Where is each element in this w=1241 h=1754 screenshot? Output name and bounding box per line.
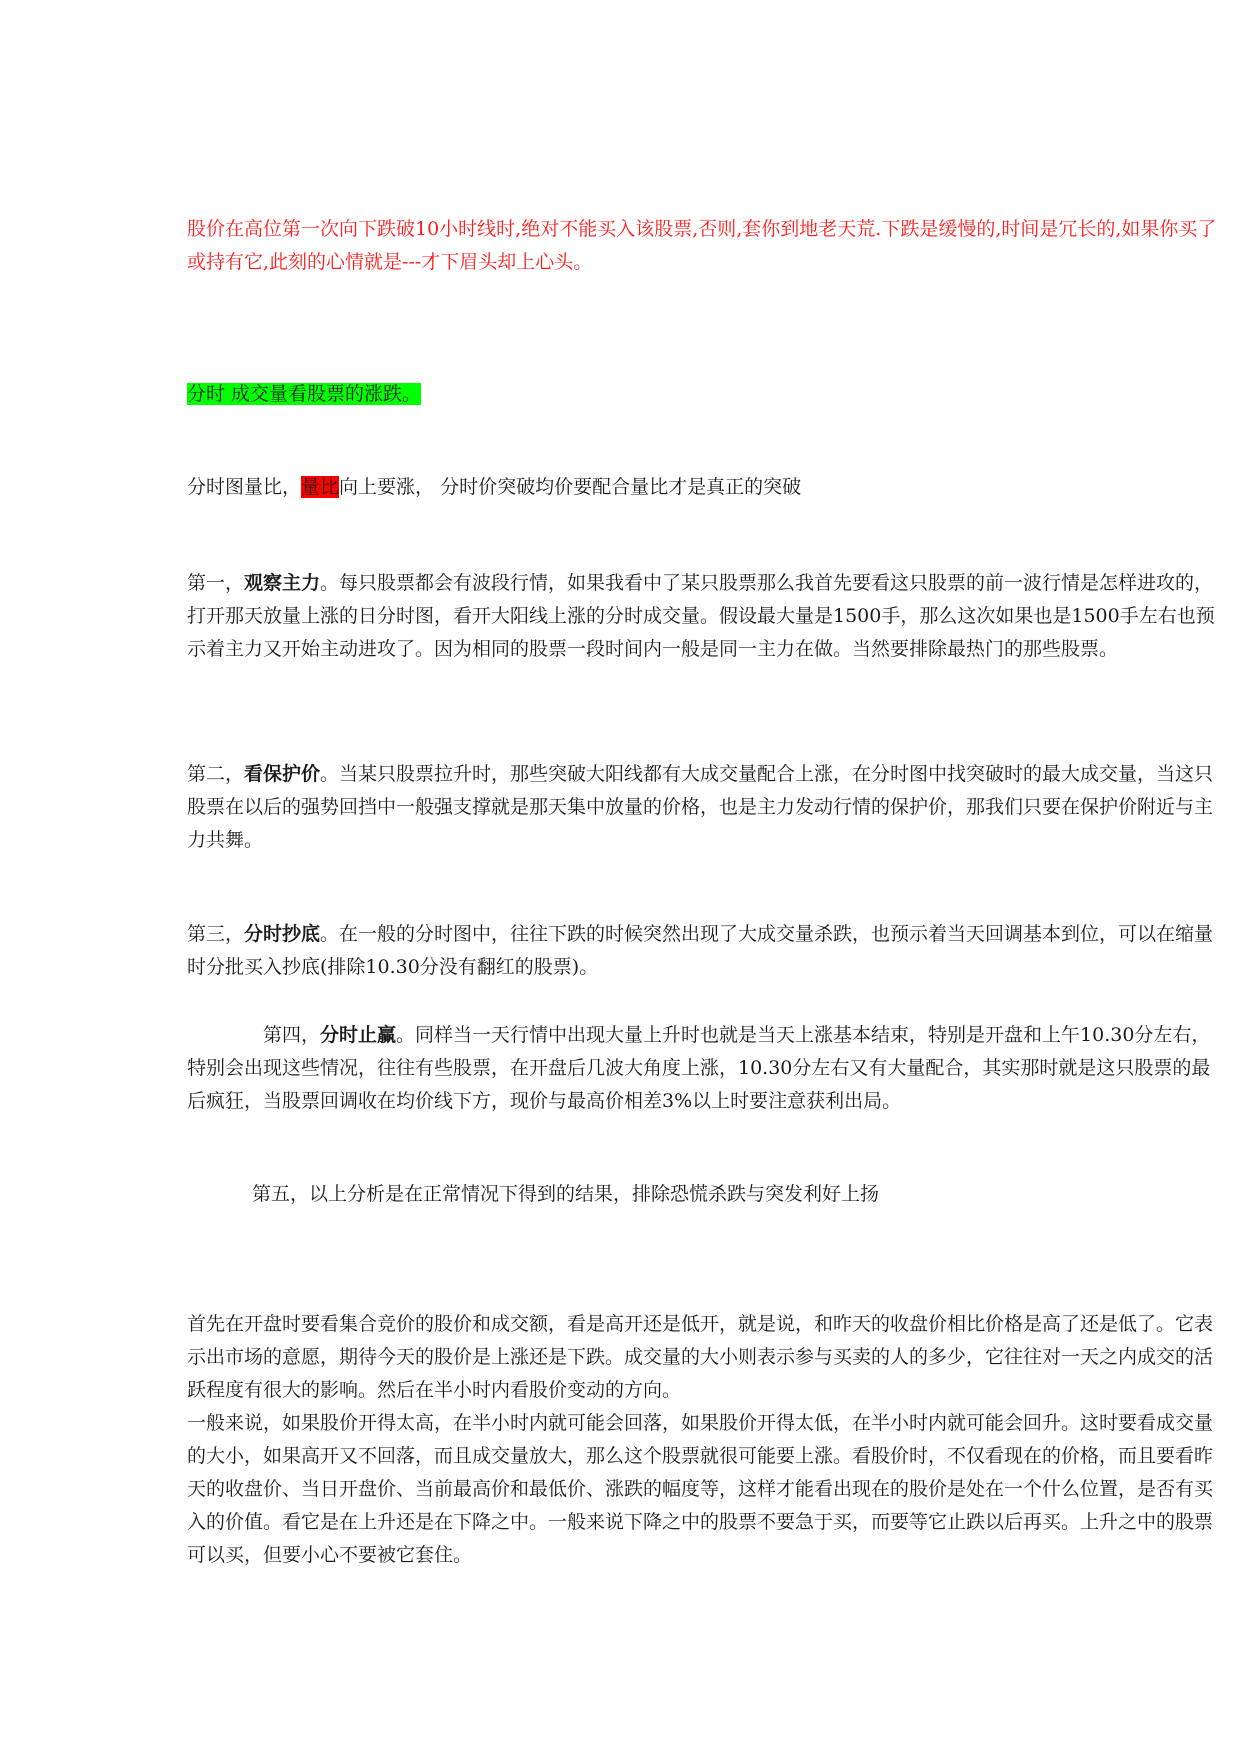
green-heading-text: 分时 成交量看股票的涨跌。 — [187, 383, 422, 405]
p2-prefix: 第二， — [187, 763, 245, 785]
intro-warning-paragraph: 股价在高位第一次向下跌破10小时线时,绝对不能买入该股票,否则,套你到地老天荒.下跌是缓慢的,时间是冗长的,如果你买了或持有它,此刻的心情就是---才下眉头却上心头。 — [187, 218, 1217, 273]
paragraph-2 — [187, 758, 1227, 857]
p3-text: 。在一般的分时图中，往往下跌的时候突然出现了大成交量杀跌，也预示着当天回调基本到位，可以在缩量时分批买入抄底(排除10.30分没有翻红的股票)。 — [187, 923, 1214, 978]
p1-bold: 观察主力 — [244, 572, 321, 594]
p1-text: 。每只股票都会有波段行情，如果我看中了某只股票那么我首先要看这只股票的前一波行情是怎样进攻的，打开那天放量上涨的日分时图，看开大阳线上涨的分时成交量。假设最大量是1500手，那么这次如果也是1500手左右也预示着主力又开始主动进攻了。因为相同的股票一段时间内一般是同一主力在做。当然要排除最热门的那些股票。 — [187, 572, 1215, 660]
p1-prefix: 第一， — [187, 572, 245, 594]
p3-prefix: 第三， — [187, 923, 245, 945]
paragraph-7: 一般来说，如果股价开得太高，在半小时内就可能会回落，如果股价开得太低，在半小时内就可能会回升。这时要看成交量的大小，如果高开又不回落，而且成交量放大，那么这个股票就很可能要上涨。看股价时，不仅看现在的价格，而且要看昨天的收盘价、当日开盘价、当前最高价和最低价、涨跌的幅度等，这样才能看出现在的股价是处在一个什么位置，是否有买入的价值。看它是在上升还是在下降之中。一般来说下降之中的股票不要急于买，而要等它止跌以后再买。上升之中的股票可以买，但要小心不要被它套住。 — [187, 1412, 1214, 1566]
ratio-line — [187, 471, 1227, 504]
p2-bold: 看保护价 — [244, 763, 321, 785]
paragraph-4 — [187, 1019, 1227, 1118]
paragraph-6: 首先在开盘时要看集合竞价的股价和成交额，看是高开还是低开，就是说，和昨天的收盘价相比价格是高了还是低了。它表示出市场的意愿，期待今天的股价是上涨还是下跌。成交量的大小则表示参与买卖的人的多少，它往往对一天之内成交的活跃程度有很大的影响。然后在半小时内看股价变动的方向。 — [187, 1313, 1214, 1401]
paragraph-1 — [187, 567, 1227, 666]
paragraph-3 — [187, 918, 1227, 984]
p2-text: 。当某只股票拉升时，那些突破大阳线都有大成交量配合上涨，在分时图中找突破时的最大成交量，当这只股票在以后的强势回挡中一般强支撑就是那天集中放量的价格，也是主力发动行情的保护价，那我们只要在保护价附近与主力共舞。 — [187, 763, 1214, 851]
ratio-line-before: 分时图量比， — [187, 476, 302, 498]
p4-prefix: 第四， — [263, 1024, 321, 1046]
p4-bold: 分时止赢 — [320, 1024, 397, 1046]
ratio-highlight: 量比 — [301, 476, 340, 498]
p3-bold: 分时抄底 — [244, 923, 321, 945]
paragraph-5: 第五，以上分析是在正常情况下得到的结果，排除恐慌杀跌与突发利好上扬 — [252, 1183, 880, 1205]
ratio-line-after: 向上要涨， 分时价突破均价要配合量比才是真正的突破 — [339, 476, 802, 498]
p4-text: 。同样当一天行情中出现大量上升时也就是当天上涨基本结束，特别是开盘和上午10.30分左右，特别会出现这些情况，往往有些股票，在开盘后几波大角度上涨，10.30分左右又有大量配合，其实那时就是这只股票的最后疯狂，当股票回调收在均价线下方，现价与最高价相差3%以上时要注意获利出局。 — [187, 1024, 1211, 1112]
section-heading — [187, 378, 1227, 411]
